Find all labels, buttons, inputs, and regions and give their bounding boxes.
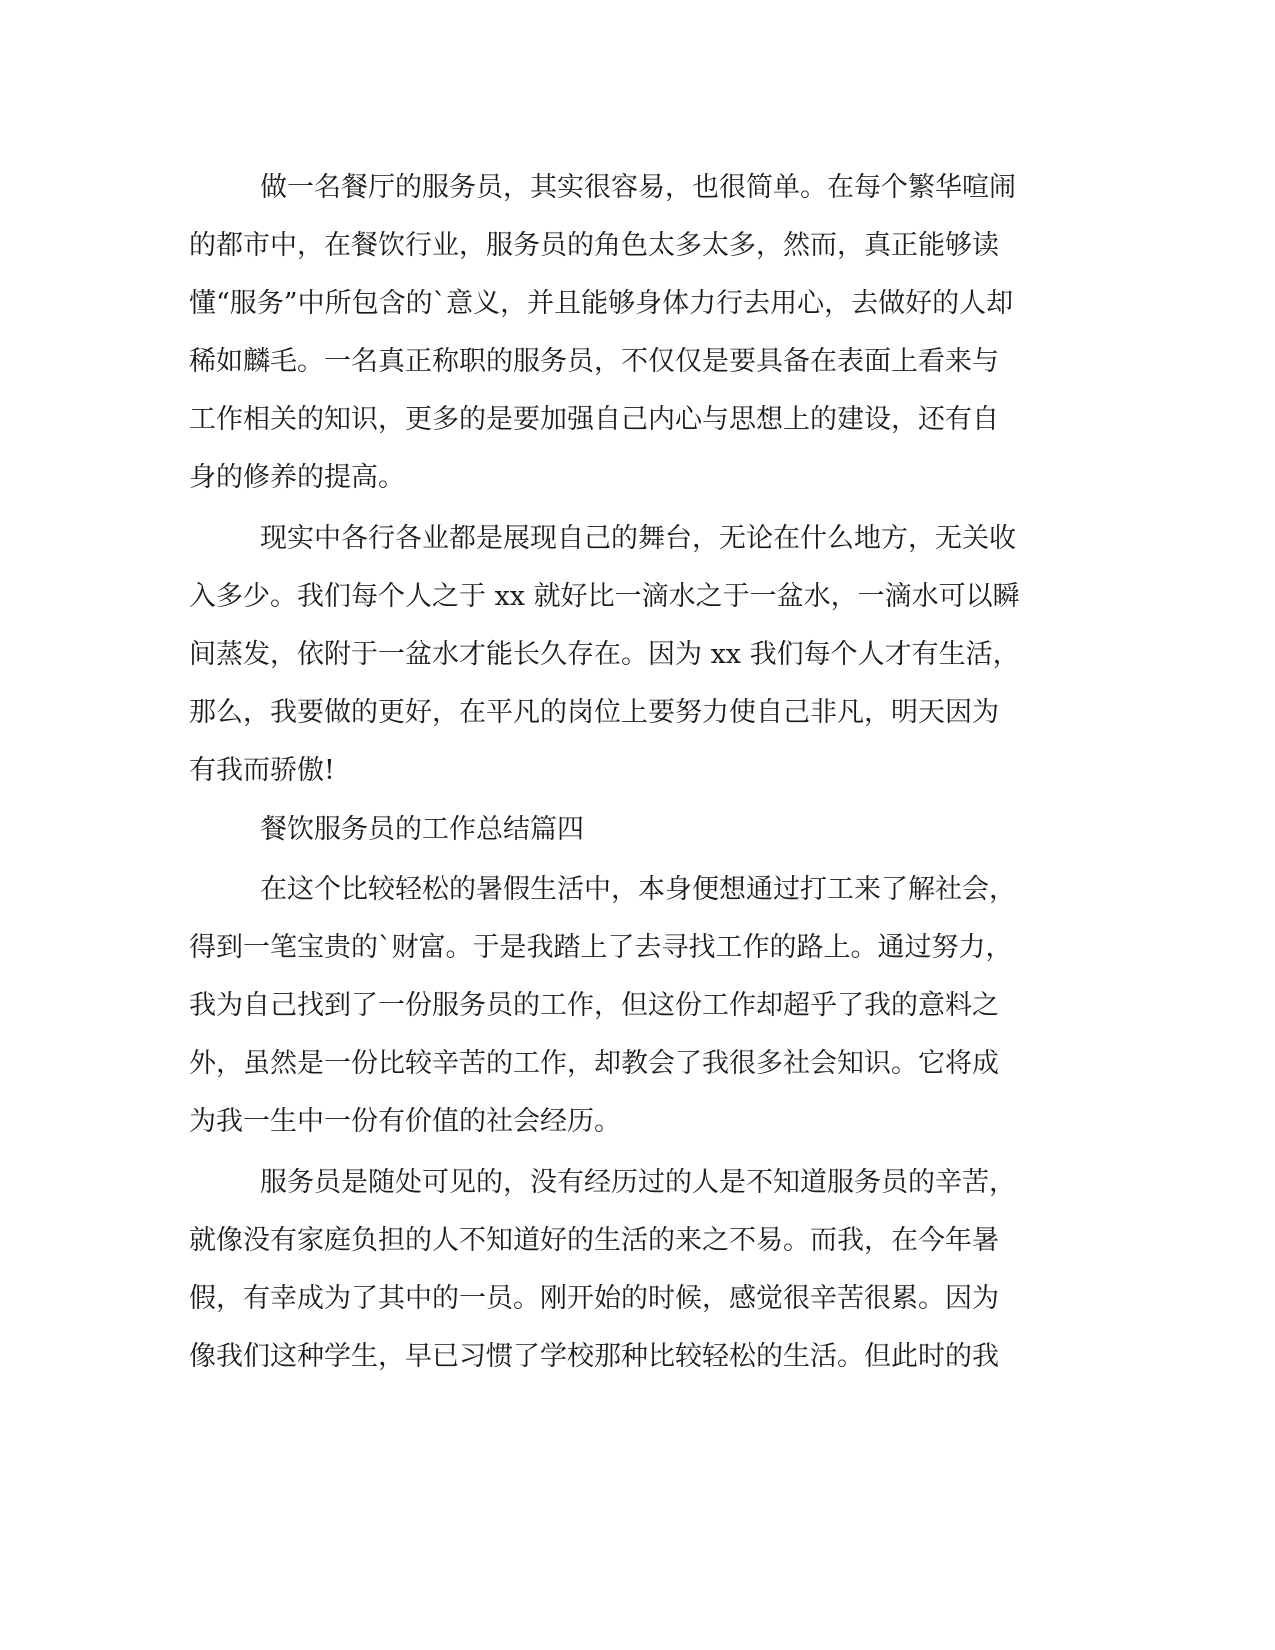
paragraph-line: 身的修养的提高。: [189, 462, 405, 493]
paragraph-line: 就像没有家庭负担的人不知道好的生活的来之不易。而我，在今年暑: [189, 1225, 999, 1256]
paragraph-line: 那么，我要做的更好，在平凡的岗位上要努力使自己非凡，明天因为: [189, 697, 999, 728]
paragraph-line: 现实中各行各业都是展现自己的舞台，无论在什么地方，无关收: [260, 523, 1016, 554]
paragraph-line: 为我一生中一份有价值的社会经历。: [189, 1106, 621, 1137]
paragraph-line: 我为自己找到了一份服务员的工作，但这份工作却超乎了我的意料之: [189, 990, 999, 1021]
paragraph-line: 在这个比较轻松的暑假生活中，本身便想通过打工来了解社会，: [260, 874, 1016, 905]
paragraph-line: 入多少。我们每个人之于 xx 就好比一滴水之于一盆水，一滴水可以瞬: [189, 581, 1020, 612]
paragraph-line: 外，虽然是一份比较辛苦的工作，却教会了我很多社会知识。它将成: [189, 1048, 999, 1079]
paragraph-line: 间蒸发，依附于一盆水才能长久存在。因为 xx 我们每个人才有生活，: [189, 639, 1020, 670]
paragraph-line: 做一名餐厅的服务员，其实很容易，也很简单。在每个繁华喧闹: [260, 172, 1016, 203]
paragraph-line: 有我而骄傲!: [189, 755, 335, 786]
paragraph-line: 得到一笔宝贵的`财富。于是我踏上了去寻找工作的路上。通过努力，: [189, 932, 1013, 963]
paragraph-line: 服务员是随处可见的，没有经历过的人是不知道服务员的辛苦，: [260, 1167, 1016, 1198]
paragraph-line: 懂“服务”中所包含的`意义，并且能够身体力行去用心，去做好的人却: [189, 288, 1014, 319]
paragraph-line: 像我们这种学生，早已习惯了学校那种比较轻松的生活。但此时的我: [189, 1341, 999, 1372]
paragraph-line: 工作相关的知识，更多的是要加强自己内心与思想上的建设，还有自: [189, 404, 999, 435]
paragraph-line: 假，有幸成为了其中的一员。刚开始的时候，感觉很辛苦很累。因为: [189, 1283, 999, 1314]
section-heading: 餐饮服务员的工作总结篇四: [260, 814, 584, 845]
paragraph-line: 的都市中，在餐饮行业，服务员的角色太多太多，然而，真正能够读: [189, 230, 999, 261]
paragraph-line: 稀如麟毛。一名真正称职的服务员，不仅仅是要具备在表面上看来与: [189, 346, 999, 377]
